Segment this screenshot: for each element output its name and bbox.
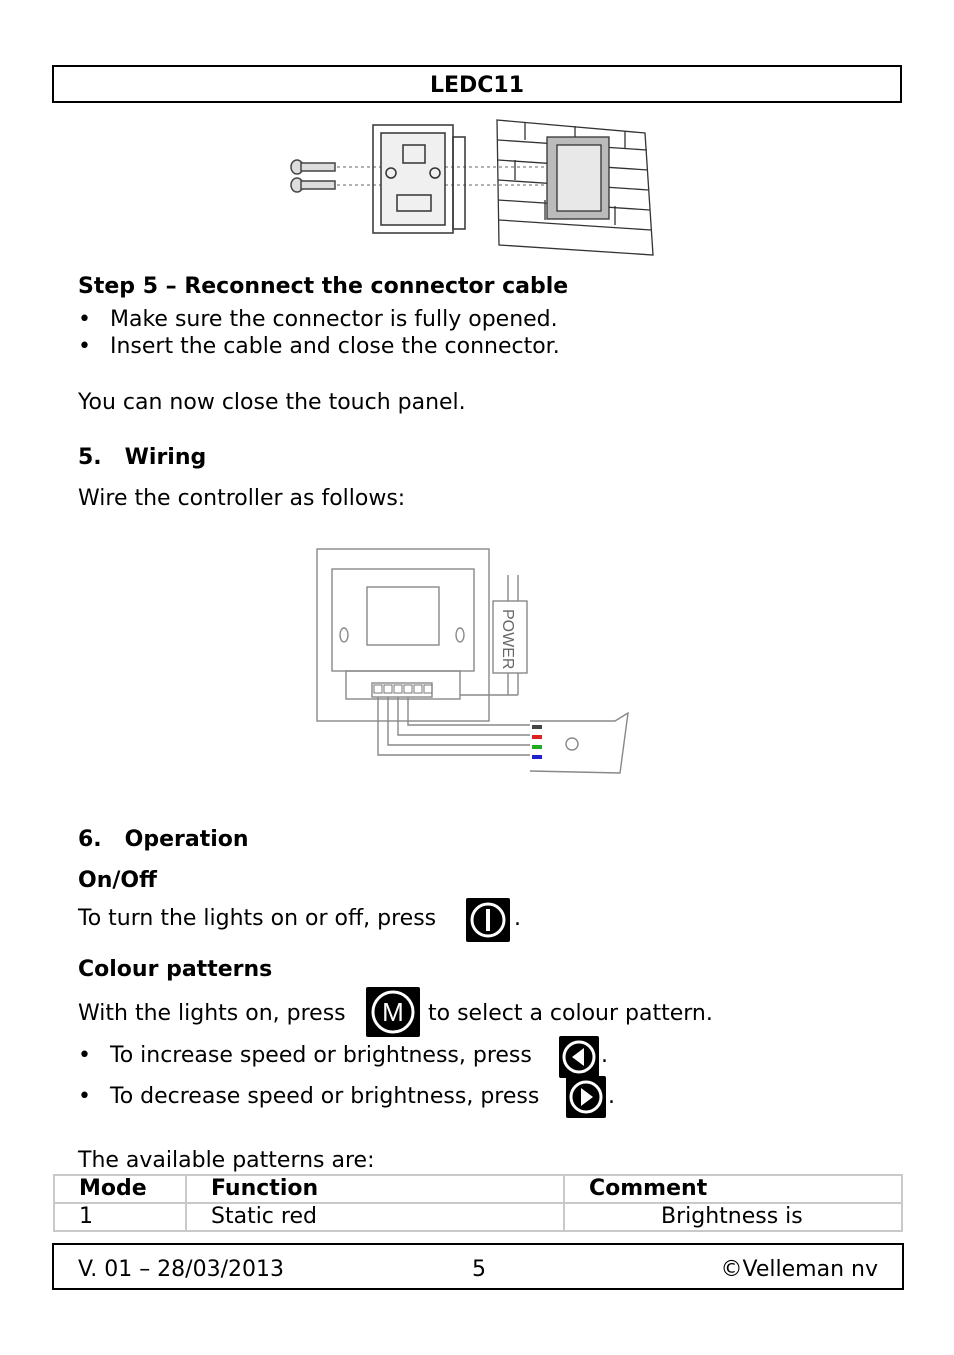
list-item-text: Make sure the connector is fully opened. (110, 307, 558, 332)
colour-heading: Colour patterns (78, 957, 273, 982)
table-row (54, 1203, 902, 1231)
header-box (52, 65, 902, 103)
footer-version: V. 01 – 28/03/2013 (78, 1257, 284, 1282)
footer-copyright: ©Velleman nv (720, 1257, 878, 1282)
wiring-intro: Wire the controller as follows: (78, 486, 406, 511)
list-item (78, 307, 778, 333)
document-title: LEDC11 (429, 73, 525, 98)
colour-text-after: to select a colour pattern. (428, 1001, 713, 1026)
onoff-period: . (514, 906, 521, 931)
mounting-illustration (285, 115, 660, 260)
svg-text:M: M (382, 997, 404, 1027)
step5-heading: Step 5 – Reconnect the connector cable (78, 274, 569, 299)
left-arrow-icon (559, 1036, 599, 1078)
brick-wall-drawing (497, 120, 653, 255)
bullet-icon: • (78, 1084, 91, 1109)
bullet-icon: • (78, 334, 91, 359)
screws-drawing (291, 160, 335, 192)
controller-inner (332, 569, 474, 671)
list-item (78, 1043, 558, 1069)
power-label: POWER (499, 609, 516, 670)
onoff-heading: On/Off (78, 868, 157, 893)
wiring-heading: 5. Wiring (78, 445, 207, 470)
list-item-text: Insert the cable and close the connector. (110, 334, 560, 359)
operation-heading: 6. Operation (78, 827, 249, 852)
table-header-comment: Comment (564, 1175, 902, 1203)
closing-text: You can now close the touch panel. (78, 390, 466, 415)
table-header-mode: Mode (54, 1175, 186, 1203)
patterns-table (53, 1174, 903, 1232)
bullet-icon: • (78, 1043, 91, 1068)
table-cell-mode: 1 (54, 1203, 186, 1231)
increase-period: . (601, 1043, 608, 1068)
table-cell-comment: Brightness is (564, 1203, 902, 1231)
bullet-icon: • (78, 307, 91, 332)
footer-box (52, 1243, 904, 1290)
right-arrow-icon (566, 1076, 606, 1118)
led-strip (530, 713, 628, 773)
power-icon (466, 898, 510, 942)
decrease-period: . (608, 1084, 615, 1109)
table-header-function: Function (186, 1175, 564, 1203)
mode-m-icon (366, 987, 420, 1037)
colour-text: With the lights on, press (78, 1001, 346, 1026)
list-item (78, 1084, 566, 1110)
table-cell-function: Static red (186, 1203, 564, 1231)
patterns-intro: The available patterns are: (78, 1148, 375, 1173)
panel-back-drawing (373, 125, 465, 233)
table-header-row (54, 1175, 902, 1203)
decrease-text: To decrease speed or brightness, press (110, 1084, 540, 1109)
footer-page-number: 5 (472, 1257, 486, 1282)
controller-screen (367, 587, 439, 645)
list-item (78, 334, 778, 360)
wiring-diagram (310, 545, 640, 780)
onoff-text: To turn the lights on or off, press (78, 906, 437, 931)
increase-text: To increase speed or brightness, press (110, 1043, 532, 1068)
